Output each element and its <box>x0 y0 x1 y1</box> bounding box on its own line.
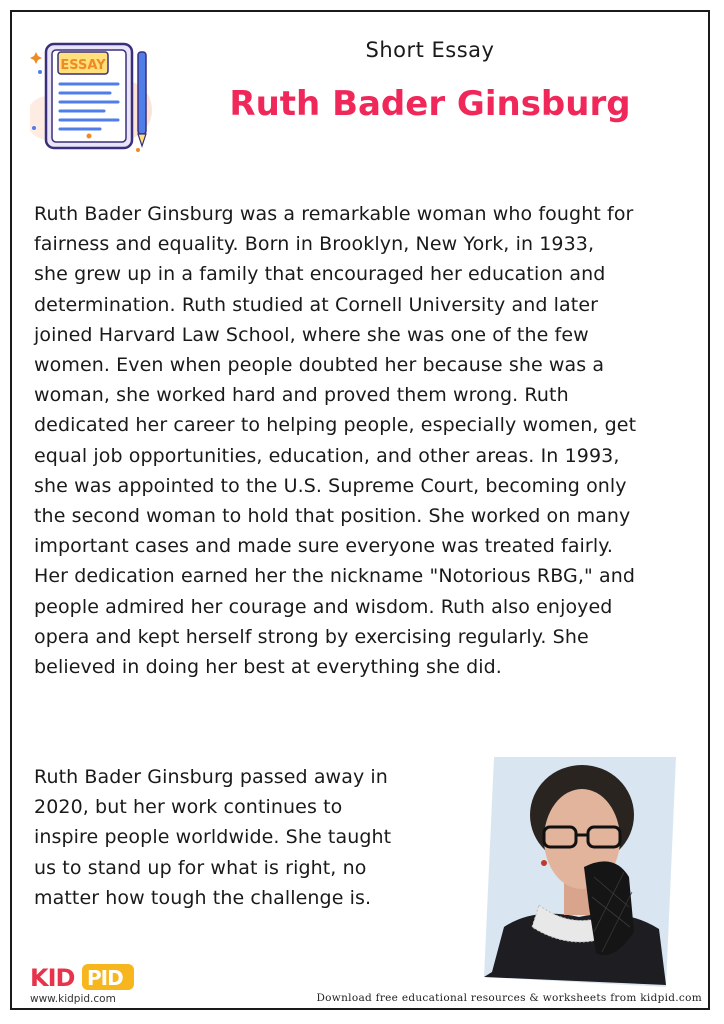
text-line: determination. Ruth studied at Cornell University and later <box>34 293 599 316</box>
text-line: she grew up in a family that encouraged her education and <box>34 263 606 286</box>
text-line: woman, she worked hard and proved them wrong. Ruth <box>34 384 569 407</box>
kidpid-logo-mark <box>30 962 140 1006</box>
page-title: Ruth Bader Ginsburg <box>229 84 631 124</box>
portrait-photo <box>484 757 676 987</box>
svg-text:KID: KID <box>30 964 75 992</box>
text-line: us to stand up for what is right, no <box>34 856 367 879</box>
text-line: 2020, but her work continues to <box>34 796 343 819</box>
essay-paragraph-2 <box>34 762 434 913</box>
text-line: the second woman to hold that position. She worked on many <box>34 505 631 528</box>
svg-text:PID: PID <box>87 966 123 990</box>
footer-download-text: Download free educational resources & worksheets from kidpid.com <box>316 992 702 1004</box>
text-line: equal job opportunities, education, and other areas. In 1993, <box>34 444 620 467</box>
svg-text:ESSAY: ESSAY <box>60 58 106 73</box>
text-line: people admired her courage and wisdom. Ruth also enjoyed <box>34 595 613 618</box>
essay-subtitle: Short Essay <box>365 38 495 62</box>
text-line: matter how tough the challenge is. <box>34 886 372 909</box>
essay-paragraph-1 <box>34 199 704 682</box>
text-line: dedicated her career to helping people, especially women, get <box>34 414 637 437</box>
text-line: Ruth Bader Ginsburg was a remarkable woman who fought for <box>34 203 634 225</box>
text-line: believed in doing her best at everything she did. <box>34 656 502 679</box>
text-line: opera and kept herself strong by exercising regularly. She <box>34 625 589 648</box>
text-line: Her dedication earned her the nickname "Notorious RBG," and <box>34 565 636 588</box>
text-line: she was appointed to the U.S. Supreme Court, becoming only <box>34 474 627 497</box>
text-line: joined Harvard Law School, where she was one of the few <box>34 323 589 346</box>
kidpid-logo <box>30 962 140 1010</box>
text-line: women. Even when people doubted her because she was a <box>34 354 605 377</box>
essay-clipboard-icon <box>30 38 160 158</box>
text-line: fairness and equality. Born in Brooklyn, New York, in 1933, <box>34 233 595 256</box>
text-line: inspire people worldwide. She taught <box>34 826 392 849</box>
text-line: Ruth Bader Ginsburg passed away in <box>34 766 388 788</box>
text-line: important cases and made sure everyone was treated fairly. <box>34 535 614 558</box>
svg-text:www.kidpid.com: www.kidpid.com <box>30 993 116 1005</box>
